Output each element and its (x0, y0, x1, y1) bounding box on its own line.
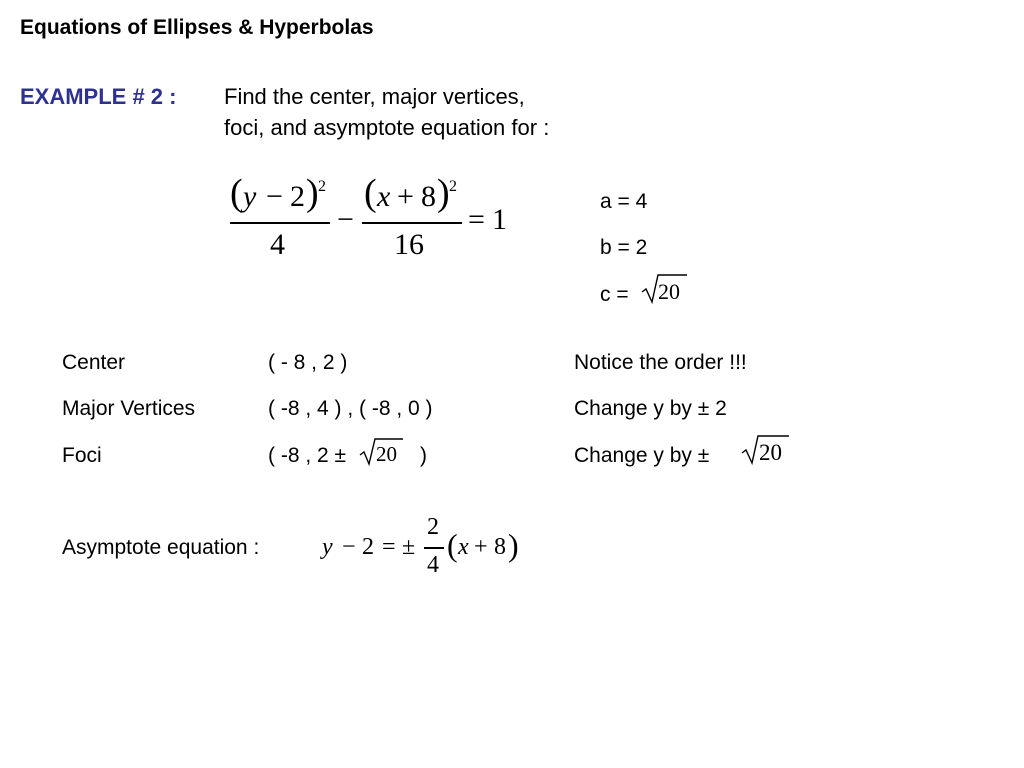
example-label: EXAMPLE # 2 : (20, 84, 177, 109)
num2-open-paren: ( (364, 172, 377, 214)
fraction-bar-1 (230, 222, 330, 224)
param-b: b = 2 (600, 236, 648, 259)
asymptote-fraction-bar (424, 547, 444, 549)
asymptote-lhs-var: y (322, 534, 333, 560)
asymptote-const: 8 (494, 534, 506, 560)
den1: 4 (270, 228, 285, 261)
row-value-foci-radicand: 20 (376, 442, 397, 466)
prompt-line-1: Find the center, major vertices, (224, 84, 525, 109)
param-a: a = 4 (600, 190, 648, 213)
num2-close-paren: ) (437, 172, 450, 214)
asymptote-frac-den: 4 (427, 552, 439, 578)
asymptote-lhs-const: 2 (362, 534, 374, 560)
asymptote-frac-num: 2 (427, 514, 439, 540)
num1-var: y (243, 180, 257, 213)
asymptote-lhs-op: − (342, 534, 356, 560)
num1-close-paren: ) (306, 172, 319, 214)
asymptote-var: x (458, 534, 469, 560)
row-note-foci-prefix: Change y by ± (574, 444, 710, 467)
row-note-foci-radicand: 20 (759, 440, 782, 465)
num1-open-paren: ( (230, 172, 243, 214)
num2-var: x (377, 180, 391, 213)
row-note-center: Notice the order !!! (574, 351, 747, 374)
row-value-foci-suffix: ) (420, 444, 427, 467)
row-label-center: Center (62, 351, 126, 374)
asymptote-label: Asymptote equation : (62, 536, 260, 559)
row-value-center: ( - 8 , 2 ) (268, 351, 348, 374)
num2-op: + (397, 180, 414, 213)
equation-rhs: 1 (492, 203, 507, 236)
fraction-bar-2 (362, 222, 462, 224)
num2-exponent: 2 (449, 178, 457, 195)
row-value-vertices: ( -8 , 4 ) , ( -8 , 0 ) (268, 397, 433, 420)
asymptote-op: + (474, 534, 488, 560)
page-title: Equations of Ellipses & Hyperbolas (20, 16, 374, 39)
prompt-line-2: foci, and asymptote equation for : (224, 115, 550, 140)
row-label-foci: Foci (62, 444, 102, 467)
row-value-foci-prefix: ( -8 , 2 ± (268, 444, 347, 467)
asymptote-pm: ± (402, 534, 416, 560)
asymptote-open-paren: ( (447, 527, 458, 563)
num1-op: − (266, 180, 283, 213)
row-label-vertices: Major Vertices (62, 397, 196, 420)
num1-exponent: 2 (318, 178, 326, 195)
param-c-radicand: 20 (658, 279, 680, 304)
asymptote-close-paren: ) (508, 527, 519, 563)
den2: 16 (394, 228, 424, 261)
param-c-label: c = (600, 283, 629, 306)
fraction-minus: − (337, 203, 354, 236)
num1-const: 2 (290, 180, 305, 213)
row-note-vertices: Change y by ± 2 (574, 397, 727, 420)
equation-equals: = (468, 203, 485, 236)
num2-const: 8 (421, 180, 436, 213)
asymptote-equals: = (382, 534, 396, 560)
